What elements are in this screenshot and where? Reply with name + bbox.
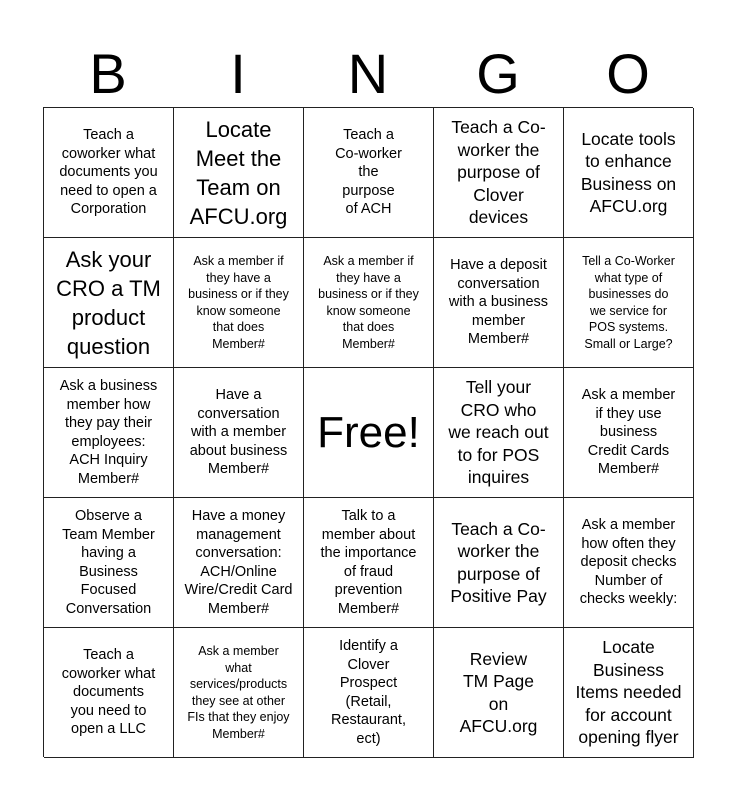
bingo-cell-r2-c5[interactable] bbox=[564, 238, 694, 368]
header-letter-o: O bbox=[606, 42, 650, 105]
cell-text: Have a money management conversation: ACH/Online Wire/Credit Card Member# bbox=[184, 508, 293, 617]
cell-text: Have a conversation with a member about business Member# bbox=[189, 387, 288, 478]
bingo-cell-r3-c1[interactable] bbox=[44, 368, 174, 498]
cell-text: Ask a member how often they deposit checks Number of checks weekly: bbox=[579, 517, 678, 608]
bingo-cell-r5-c5[interactable] bbox=[564, 628, 694, 758]
bingo-cell-r5-c2[interactable] bbox=[174, 628, 304, 758]
cell-text: Observe a Team Member having a Business Focused Conversation bbox=[62, 508, 155, 617]
bingo-cell-r4-c3[interactable] bbox=[304, 498, 434, 628]
bingo-cell-r3-c5[interactable] bbox=[564, 368, 694, 498]
bingo-cell-r2-c4[interactable] bbox=[434, 238, 564, 368]
bingo-cell-r2-c1[interactable] bbox=[44, 238, 174, 368]
cell-text: Tell your CRO who we reach out to for POS inquires bbox=[448, 377, 549, 488]
cell-text: Identify a Clover Prospect (Retail, Restaurant, ect) bbox=[331, 638, 406, 747]
cell-text: Teach a Co- worker the purpose of Clover devices bbox=[451, 117, 546, 228]
cell-text: Tell a Co-Worker what type of businesses do we service for POS systems. Small or Large? bbox=[582, 254, 675, 351]
bingo-cell-r4-c1[interactable] bbox=[44, 498, 174, 628]
bingo-cell-r4-c4[interactable] bbox=[434, 498, 564, 628]
bingo-cell-r1-c3[interactable] bbox=[304, 108, 434, 238]
bingo-cell-r1-c1[interactable] bbox=[44, 108, 174, 238]
bingo-cell-r2-c3[interactable] bbox=[304, 238, 434, 368]
header-letter-i: I bbox=[230, 42, 246, 105]
bingo-cell-r1-c5[interactable] bbox=[564, 108, 694, 238]
cell-text: Ask a business member how they pay their employees: ACH Inquiry Member# bbox=[59, 378, 158, 487]
cell-text: Ask a member if they use business Credit Cards Member# bbox=[581, 387, 676, 478]
cell-text: Ask a member what services/products they see at other FIs that they enjoy Member# bbox=[187, 644, 290, 741]
bingo-cell-r5-c4[interactable] bbox=[434, 628, 564, 758]
cell-text: Teach a Co-worker the purpose of ACH bbox=[335, 127, 402, 218]
free-space-text: Free! bbox=[317, 407, 420, 457]
bingo-cell-r5-c1[interactable] bbox=[44, 628, 174, 758]
cell-text: Locate Meet the Team on AFCU.org bbox=[189, 116, 288, 229]
cell-text: Teach a coworker what documents you need to open a LLC bbox=[61, 647, 156, 738]
bingo-cell-r4-c2[interactable] bbox=[174, 498, 304, 628]
cell-text: Ask a member if they have a business or if they know someone that does Member# bbox=[188, 254, 289, 351]
cell-text: Talk to a member about the importance of fraud prevention Member# bbox=[320, 508, 417, 617]
bingo-cell-free[interactable] bbox=[304, 368, 434, 498]
cell-text: Ask your CRO a TM product question bbox=[56, 246, 161, 359]
header-letter-g: G bbox=[476, 42, 520, 105]
bingo-cell-r3-c4[interactable] bbox=[434, 368, 564, 498]
bingo-header bbox=[43, 40, 693, 108]
bingo-cell-r4-c5[interactable] bbox=[564, 498, 694, 628]
bingo-cell-r1-c2[interactable] bbox=[174, 108, 304, 238]
bingo-board bbox=[43, 107, 693, 757]
cell-text: Ask a member if they have a business or if they know someone that does Member# bbox=[318, 254, 419, 351]
cell-text: Teach a Co- worker the purpose of Positive Pay bbox=[450, 518, 547, 606]
cell-text: Locate tools to enhance Business on AFCU.org bbox=[580, 128, 677, 216]
header-letter-n: N bbox=[347, 42, 389, 105]
header-letter-b: B bbox=[89, 42, 127, 105]
cell-text: Teach a coworker what documents you need to open a Corporation bbox=[59, 127, 158, 218]
cell-text: Locate Business Items needed for account opening flyer bbox=[575, 637, 682, 748]
bingo-cell-r1-c4[interactable] bbox=[434, 108, 564, 238]
bingo-cell-r5-c3[interactable] bbox=[304, 628, 434, 758]
bingo-cell-r2-c2[interactable] bbox=[174, 238, 304, 368]
cell-text: Review TM Page on AFCU.org bbox=[459, 648, 538, 736]
bingo-cell-r3-c2[interactable] bbox=[174, 368, 304, 498]
cell-text: Have a deposit conversation with a business member Member# bbox=[448, 257, 549, 348]
